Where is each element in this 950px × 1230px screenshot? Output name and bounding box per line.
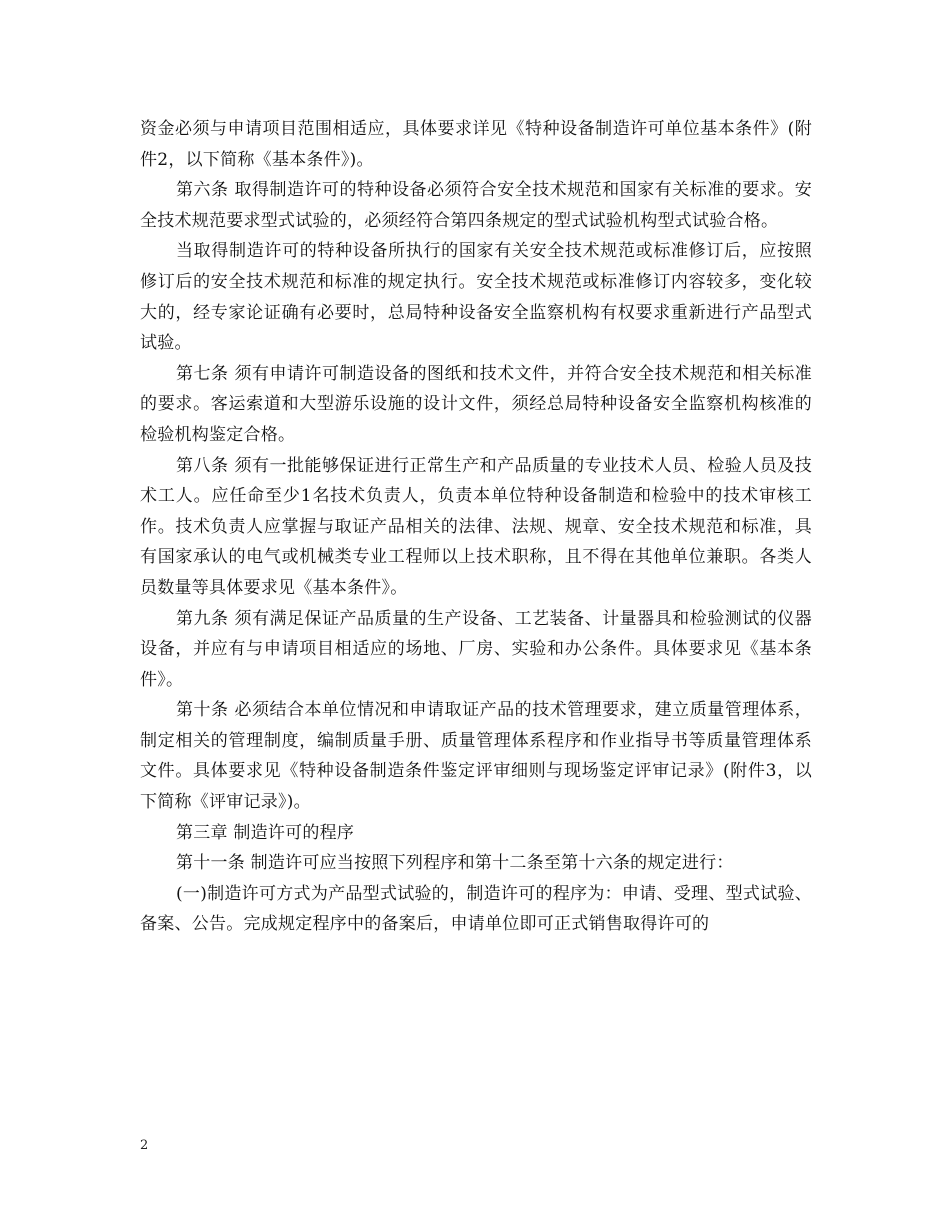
paragraph-3: 当取得制造许可的特种设备所执行的国家有关安全技术规范或标准修订后，应按照修订后的安全技术规范和标准的规定执行。安全技术规范或标准修订内容较多，变化较大的，经专家论证确有必要时，总局特种设备安全监察机构有权要求重新进行产品型式试验。	[140, 241, 812, 354]
paragraph-6: 第九条 须有满足保证产品质量的生产设备、工艺装备、计量器具和检验测试的仪器设备，并应有与申请项目相适应的场地、厂房、实验和办公条件。具体要求见《基本条件》。	[140, 608, 812, 690]
page-number: 2	[140, 1138, 149, 1153]
paragraph-2: 第六条 取得制造许可的特种设备必须符合安全技术规范和国家有关标准的要求。安全技术规范要求型式试验的，必须经符合第四条规定的型式试验机构型式试验合格。	[140, 180, 812, 231]
paragraph-5: 第八条 须有一批能够保证进行正常生产和产品质量的专业技术人员、检验人员及技术工人。应任命至少1名技术负责人，负责本单位特种设备制造和检验中的技术审核工作。技术负责人应掌握与取证产品相关的法律、法规、规章、安全技术规范和标准，具有国家承认的电气或机械类专业工程师以上技术职称，且不得在其他单位兼职。各类人员数量等具体要求见《基本条件》。	[140, 455, 812, 598]
paragraph-10: (一)制造许可方式为产品型式试验的，制造许可的程序为：申请、受理、型式试验、备案、公告。完成规定程序中的备案后，申请单位即可正式销售取得许可的	[140, 883, 812, 935]
chapter-heading: 第三章 制造许可的程序	[176, 822, 355, 843]
document-body	[140, 114, 812, 940]
paragraph-4: 第七条 须有申请许可制造设备的图纸和技术文件，并符合安全技术规范和相关标准的要求。客运索道和大型游乐设施的设计文件，须经总局特种设备安全监察机构核准的检验机构鉴定合格。	[140, 363, 812, 445]
paragraph-7: 第十条 必须结合本单位情况和申请取证产品的技术管理要求，建立质量管理体系，制定相关的管理制度，编制质量手册、质量管理体系程序和作业指导书等质量管理体系文件。具体要求见《特种设备制造条件鉴定评审细则与现场鉴定评审记录》(附件3，以下简称《评审记录》)。	[140, 700, 812, 813]
paragraph-9: 第十一条 制造许可应当按照下列程序和第十二条至第十六条的规定进行：	[176, 853, 734, 874]
paragraph-1: 资金必须与申请项目范围相适应，具体要求详见《特种设备制造许可单位基本条件》(附件2，以下简称《基本条件》)。	[140, 119, 812, 170]
